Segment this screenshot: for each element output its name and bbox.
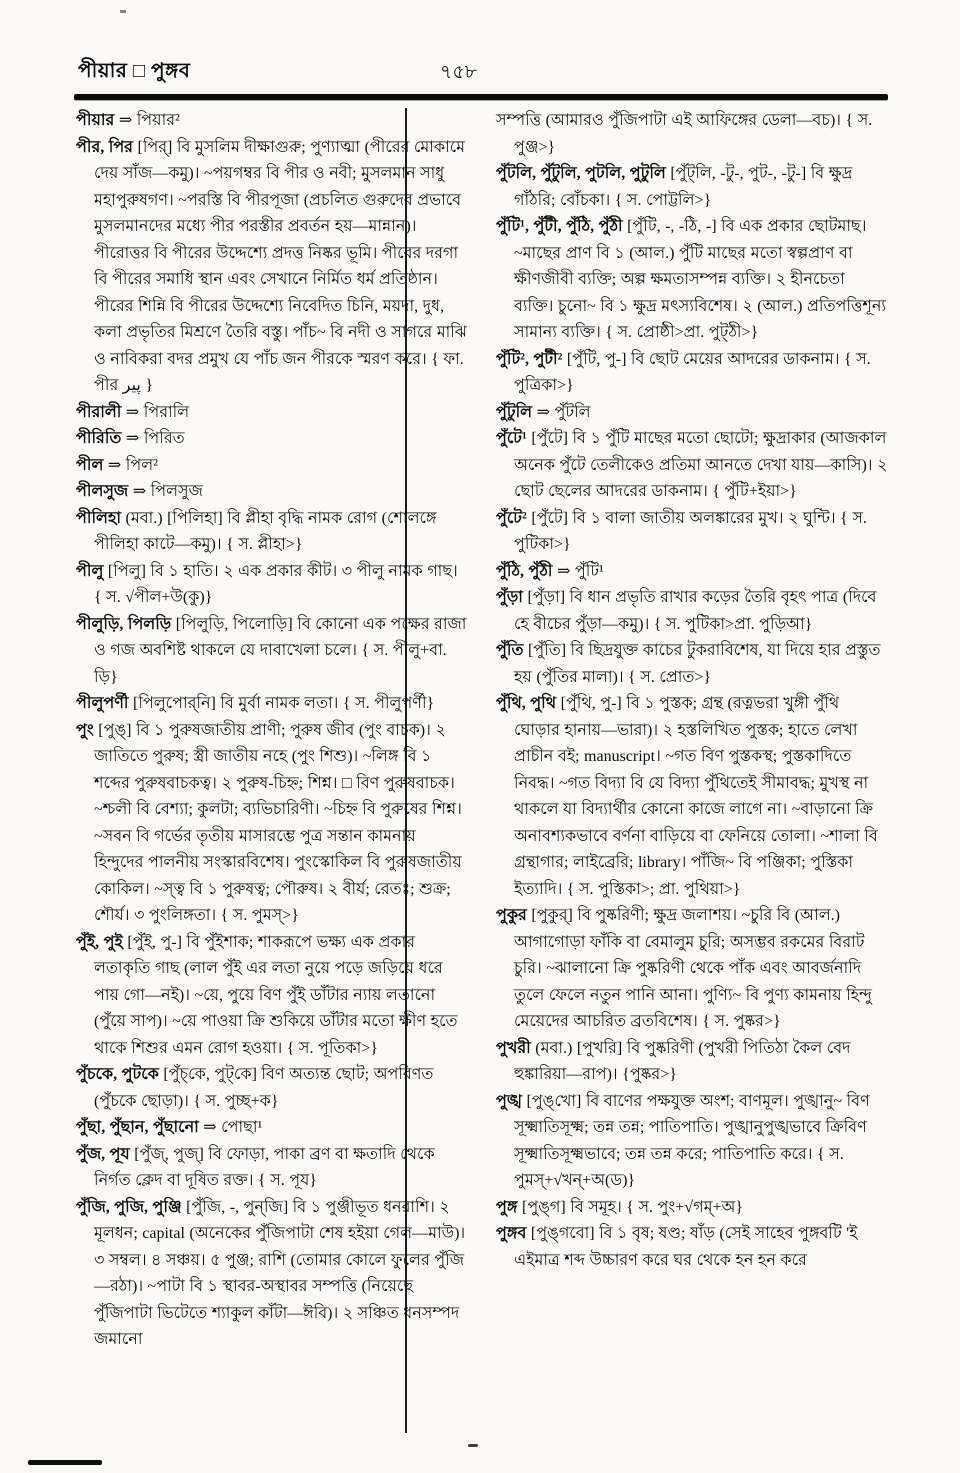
entry-headword: পুঙ্খ [496, 1092, 522, 1110]
entry-headword: পুঁথি, পুথি [496, 695, 557, 712]
dictionary-entry [496, 1089, 888, 1195]
entry-body: [পিলু] বি ১ হাতি। ২ এক প্রকার কীট। ৩ পীলু নামক গাছ। { স. √পীল+উ(কু)} [94, 562, 458, 606]
entry-headword: পীলুপর্ণী [76, 695, 129, 712]
dictionary-entry-continuation [496, 108, 888, 161]
entry-body: [পিলুড়ি, পিলোড়ি] বি কোনো এক পক্ষের রাজা ও গজ অবশিষ্ট থাকলে যে দাবাখেলা চলে। { স. পীলু+বা. ড়ি} [94, 615, 467, 686]
entry-body: ⇒ পোছা¹ [203, 1119, 263, 1136]
entry-headword: পুঁটে² [496, 509, 527, 527]
entry-headword: পুঁছা, পুঁছান, পুঁছানো [76, 1119, 199, 1136]
entry-headword: পুং [76, 721, 94, 739]
entry-body: ⇒ পিয়ার² [118, 112, 180, 129]
entry-headword: পুঁটলি, পুঁটুলি, পুটলি, পুটুলি [496, 165, 666, 182]
entry-headword: পীর, পির [76, 138, 133, 156]
entry-body: [পিলুপোর্‌নি] বি মুর্বা নামক লতা। { স. পীলুপর্ণী} [132, 695, 435, 712]
entry-headword: পুকুর [496, 907, 527, 924]
dictionary-entry [496, 585, 888, 638]
dictionary-entry [496, 1221, 888, 1274]
dictionary-entry [496, 1036, 888, 1089]
dictionary-entry [496, 400, 888, 427]
dictionary-entry [76, 1062, 468, 1115]
entry-body: সম্পত্তি (আমারও পুঁজিপাটা এই আফিঙ্গের ডেলা—বচ)। { স. পুঞ্জ>} [496, 112, 873, 156]
header-rule [74, 94, 888, 100]
entry-headword: পীয়ার [76, 112, 115, 129]
entry-body: [পুঁই, পু-] বি পুঁইশাক; শাকরূপে ভক্ষ্য এক প্রকার লতাকৃতি গাছ (লাল পুঁই এর লতা নুয়ে পড়ে জড়িয়ে ধরে পায় গো—নই)। ~য়ে, পুয়ে বিণ পুঁই ডাঁটার ন্যায় লতানো (পুঁয়ে সাপ)। ~য়ে পাওয়া ক্রি শুকিয়ে ডাঁটার মতো ক্ষীণ হতে থাকে শিশুর এমন রোগ হওয়া। { স. পূতিকা>} [94, 933, 458, 1057]
page-header [78, 56, 888, 86]
dictionary-entry [76, 1115, 468, 1142]
dictionary-entry [496, 426, 888, 506]
entry-body: [পুঁচ্‌কে, পুট্‌কে] বিণ অত্যন্ত ছোট; অপরিণত (পুঁচকে ছোড়া)। { স. পুচ্ছ+ক} [94, 1066, 434, 1110]
entry-body: [পির্‌] বি মুসলিম দীক্ষাগুরু; পুণ্যাত্মা (পীরের মোকামে দেয় সাঁজ—কমু)। ~পয়গম্বর বি পীর ও নবী; মুসলমান সাধু মহাপুরুষগণ। ~পরস্তি বি পীরপূজা (প্রচলিত গুরুদের প্রভাবে মুসলমানদের মধ্যে পীর পরস্তীর প্রবর্তন হয়—মান্নান)। পীরোত্তর বি পীরের উদ্দেশ্যে প্রদত্ত নিষ্কর ভূমি। পীরের দরগা বি পীরের সমাধি স্থান এবং সেখানে নির্মিত ধর্ম প্রতিষ্ঠান। পীরের শিন্নি বি পীরের উদ্দেশ্যে নিবেদিত চিনি, ময়দা, দুধ, কলা প্রভৃতির মিশ্রণে তৈরি বস্তু। পাঁচ~ বি নদী ও সাগরে মাঝি ও নাবিকরা বদর প্রমুখ যে পাঁচ জন পীরকে স্মরণ করে। { ফা. পীর پير } [94, 138, 467, 394]
text-columns [76, 108, 888, 1445]
entry-body: [পুঁটে] বি ১ বালা জাতীয় অলঙ্কারের মুখ। ২ ঘুন্টি। { স. পুটিকা>} [514, 509, 867, 553]
entry-headword: পুঁটি², পুটী² [496, 350, 563, 368]
left-column [76, 108, 468, 1445]
entry-body: [পুকুর্‌] বি পুষ্করিণী; ক্ষুদ্র জলাশয়। ~চুরি বি (আল.) আগাগোড়া ফাঁকি বা বেমালুম চুরি; অসম্ভব রকমের বিরাট চুরি। ~ঝালানো ক্রি পুষ্করিণী থেকে পাঁক এবং আবর্জনাদি তুলে ফেলে নতুন পানি আনা। পুণ্যি~ বি পুণ্য কামনায় হিন্দু মেয়েদের আচরিত ব্রতবিশেষ। { স. পুষ্কর>} [514, 907, 872, 1030]
entry-body: (মবা.) [পুখরি] বি পুষ্করিণী (পুখরী পিতিঠা কৈল বেদ হুঙ্কারিয়া—রাপ)। {পুষ্কর>} [514, 1039, 851, 1083]
entry-headword: পীলিহা [76, 509, 121, 527]
dictionary-entry [76, 691, 468, 718]
page-number: ৭৫৮ [440, 62, 478, 83]
entry-body: ⇒ পিরালি [125, 403, 190, 421]
dictionary-entry [76, 718, 468, 930]
dictionary-entry [76, 1195, 468, 1354]
scan-artifact [468, 1444, 478, 1447]
entry-headword: পুঁচকে, পুটকে [76, 1066, 159, 1083]
entry-body: ⇒ পুঁটলি [536, 403, 591, 421]
entry-headword: পীরালী [76, 403, 122, 421]
dictionary-entry [496, 903, 888, 1036]
entry-headword: পীরিতি [76, 430, 122, 447]
entry-body: [পুঁটে] বি ১ পুঁটি মাছের মতো ছোটো; ক্ষুদ্রাকার (আজকাল অনেক পুঁটে তেলীকেও প্রতিমা আনতে দেখা যায়—কাসি)। ২ ছোট ছেলের আদরের ডাকনাম। { পুঁটি+ইয়া>} [514, 430, 888, 500]
entry-body: [পুঙ্‌খো] বি বাণের পক্ষযুক্ত অংশ; বাণমূল। পুঙ্খানু~ বিণ সূক্ষ্মাতিসূক্ষ্ম; তন্ন তন্ন; পাতিপাতি। পুঙ্খানুপুঙ্খভাবে ক্রিবিণ সূক্ষ্মাতিসূক্ষ্মভাবে; তন্ন তন্ন করে; পাতিপাতি করে। { স. পুমস্‌+√খন্‌+অ(ড)} [514, 1092, 870, 1189]
entry-headword: পীল [76, 456, 104, 474]
entry-headword: পুঁড়া [496, 589, 523, 606]
entry-body: ⇒ পুঁটি¹ [556, 562, 604, 580]
entry-headword: পীলুড়ি, পিলড়ি [76, 615, 172, 633]
dictionary-entry [496, 559, 888, 586]
dictionary-entry [76, 506, 468, 559]
dictionary-entry [76, 930, 468, 1063]
entry-body: [পুঁজি, -, পুন্‌জি] বি ১ পুঞ্জীভূত ধনরাশি। ২ মূলধন; capital (অনেকের পুঁজিপাটা শেষ হইয়া গেল—মাউ)। ৩ সম্বল। ৪ সঞ্চয়। ৫ পুঞ্জ; রাশি (তোমার কোলে ফুলের পুঁজি—রঠা)। ~পাটা বি ১ স্থাবর-অস্থাবর সম্পত্তি (নিয়েছে পুঁজিপাটা ভিটেতে শ্যাকুল কাঁটা—ঈবি)। ২ সঞ্চিত ধনসম্পদ জমানো [94, 1198, 466, 1348]
entry-body: [পুঁতি] বি ছিদ্রযুক্ত কাচের টুকরাবিশেষ, যা দিয়ে হার প্রস্তুত হয় (পুঁতির মালা)। { স. প্রোত>} [514, 642, 881, 686]
entry-body: [পুঁথি, পু-] বি ১ পুস্তক; গ্রন্থ (রত্নভরা খুঙ্গী পুঁথি ঘোড়ার হানায়—ভারা)। ২ হস্তলিখিত পুস্তক; হাতে লেখা প্রাচীন বই; manuscript। ~গত বিণ পুস্তকস্থ; পুস্তকাদিতে নিবদ্ধ। ~গত বিদ্যা বি যে বিদ্যা পুঁথিতেই সীমাবদ্ধ; মুখস্থ না থাকলে যা বিদ্যার্থীর কোনো কাজে লাগে না। ~বাড়ানো ক্রি অনাবশ্যকভাবে বর্ণনা বাড়িয়ে বা ফেনিয়ে তোলা। ~শালা বি গ্রন্থাগার; লাইব্রেরি; library। পাঁজি~ বি পঞ্জিকা; পুস্তিকা ইত্যাদি। { স. পুস্তিকা>; প্রা. পুথিয়া>} [514, 695, 878, 898]
right-column [496, 108, 888, 1445]
dictionary-entry [76, 479, 468, 506]
entry-headword: পুঁই, পুই [76, 933, 123, 951]
scan-artifact [28, 1460, 102, 1465]
dictionary-entry [496, 214, 888, 347]
entry-headword: পীলু [76, 562, 104, 580]
entry-headword: পুঁটুলি [496, 403, 533, 421]
dictionary-entry [496, 161, 888, 214]
dictionary-entry [76, 135, 468, 400]
dictionary-entry [76, 1142, 468, 1195]
entry-headword: পুঁটি¹, পুঁটী, পুঁঠি, পুঁঠী [496, 218, 623, 235]
dictionary-entry [76, 453, 468, 480]
dictionary-entry [496, 1195, 888, 1222]
scan-artifact [120, 10, 126, 13]
entry-body: [পুঁটি, পু-] বি ছোট মেয়ের আদরের ডাকনাম। { স. পুত্রিকা>} [514, 350, 871, 394]
dictionary-entry [496, 347, 888, 400]
dictionary-entry [76, 108, 468, 135]
entry-headword: পীলসুজ [76, 483, 129, 500]
dictionary-entry [76, 400, 468, 427]
entry-headword: পুঁটে¹ [496, 430, 527, 447]
entry-body: ⇒ পিল² [107, 456, 158, 474]
entry-headword: পুঙ্গব [496, 1225, 527, 1242]
dictionary-entry [76, 559, 468, 612]
entry-body: [পুঁজ্‌, পুজ্‌] বি ফোড়া, পাকা ব্রণ বা ক্ষতাদি থেকে নির্গত ক্লেদ বা দূষিত রক্ত। { স. পূয} [94, 1145, 435, 1189]
dictionary-entry [76, 612, 468, 692]
dictionary-entry [496, 691, 888, 903]
entry-body: ⇒ পিলসুজ [132, 483, 203, 500]
entry-headword: পুখরী [496, 1039, 531, 1057]
entry-headword: পুঁজি, পুজি, পুঞ্জি [76, 1198, 182, 1216]
dictionary-entry [496, 638, 888, 691]
entry-headword: পুঁতি [496, 642, 524, 659]
entry-body: [পুঙ্‌গবো] বি ১ বৃষ; ষণ্ড; ষাঁড় (সেই সাহেব পুঙ্গবটি 'ই এইমাত্র শব্দ উচ্চারণ করে ঘর থেকে হন হন করে [514, 1225, 858, 1269]
entry-body: (মবা.) [পিলিহা] বি প্লীহা বৃদ্ধি নামক রোগ (শোলঙ্গে পীলিহা কাটে—কমু)। { স. প্লীহা>} [94, 509, 437, 553]
dictionary-entry [496, 506, 888, 559]
dictionary-entry [76, 426, 468, 453]
entry-body: [পুঙ্‌] বি ১ পুরুষজাতীয় প্রাণী; পুরুষ জীব (পুং বাচক)। ২ জাতিতে পুরুষ; স্ত্রী জাতীয় নহে (পুং শিশু)। ~লিঙ্গ বি ১ শব্দের পুরুষবাচকত্ব। ২ পুরুষ-চিহ্ন; শিশ্ন। □ বিণ পুরুষবাচক। ~শ্চলী বি বেশ্যা; কুলটা; ব্যভিচারিণী। ~চিহ্ন বি পুরুষের শিশ্ন। ~সবন বি গর্ভের তৃতীয় মাসারম্ভে পুত্র সন্তান কামনায় হিন্দুদের পালনীয় সংস্কারবিশেষ। পুংস্কোকিল বি পুরুষজাতীয় কোকিল। ~স্ত্ব বি ১ পুরুষত্ব; পৌরুষ। ২ বীর্য; রেতঃ; শুক্র; শৌর্য। ৩ পুংলিঙ্গতা। { স. পুমস্‌>} [94, 721, 462, 924]
entry-headword: পুঁজ, পূয [76, 1145, 130, 1163]
entry-headword: পুঁঠি, পুঁঠী [496, 562, 553, 580]
entry-body: ⇒ পিরিত [125, 430, 185, 447]
entry-body: [পুঁট্‌লি, -টু-, পুট-, -টু-] বি ক্ষুদ্র গাঁঠরি; বোঁচকা। { স. পোট্টলি>} [514, 165, 853, 209]
guide-words: পীয়ার □ পুঙ্গব [78, 60, 191, 82]
entry-body: [পুঙ্‌গ] বি সমূহ। { স. পুং+√গম্‌+অ} [521, 1198, 744, 1216]
entry-headword: পুঙ্গ [496, 1198, 518, 1216]
entry-body: [পুঁড়া] বি ধান প্রভৃতি রাখার কড়ের তৈরি বৃহৎ পাত্র (দিবে হে বীচের পুঁড়া—কমু)। { স. পুটিকা>প্রা. পুড়িআ} [514, 589, 877, 633]
entry-body: [পুঁটি, -, -ঠি, -] বি এক প্রকার ছোটমাছ। ~মাছের প্রাণ বি ১ (আল.) পুঁটি মাছের মতো স্বল্পপ্রাণ বা ক্ষীণজীবী ব্যক্তি; অল্প ক্ষমতাসম্পন্ন ব্যক্তি। ২ হীনচেতা ব্যক্তি। চুনো~ বি ১ ক্ষুদ্র মৎস্যবিশেষ। ২ (আল.) প্রতিপত্তিশূন্য সামান্য ব্যক্তি। { স. প্রোষ্ঠী>প্রা. পুট্ঠী>} [514, 218, 887, 341]
